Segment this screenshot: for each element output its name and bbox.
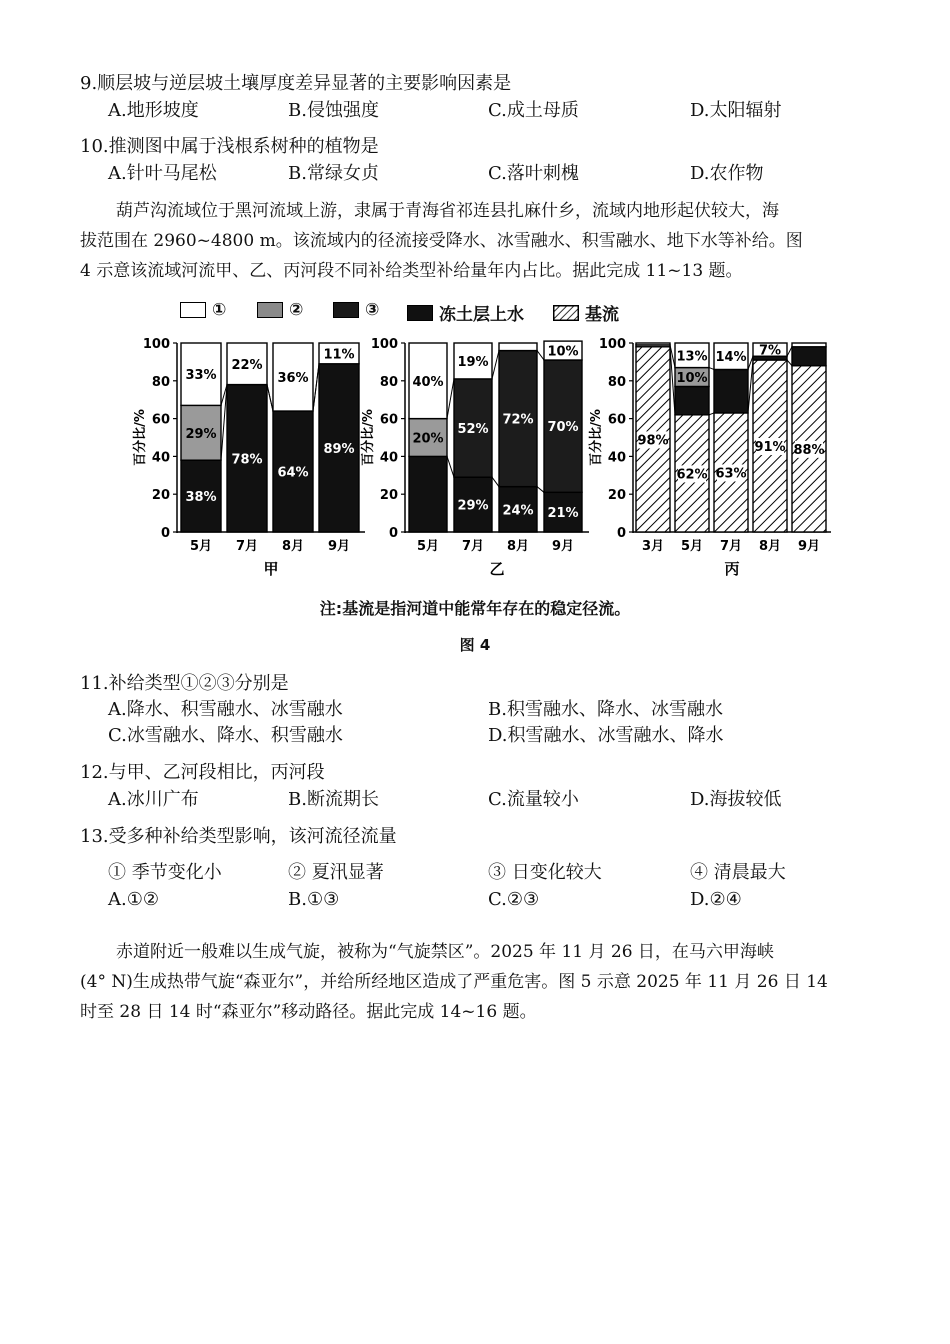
y-tick-label: 60 [607,412,626,428]
x-tick-label: 9月 [327,539,351,554]
question-10-stem: 10.推测图中属于浅根系树种的植物是 [80,136,379,157]
y-tick-label: 100 [370,337,398,352]
q11-option-b: B.积雪融水、降水、冰雪融水 [488,699,723,720]
data-label: 21% [547,506,579,522]
y-tick-label: 80 [379,374,398,390]
figure-note: 注:基流是指河道中能常年存在的稳定径流。 [319,599,631,618]
connector-line [447,456,454,477]
chart-title: 甲 [263,560,279,578]
q11-option-c: C.冰雪融水、降水、积雪融水 [108,725,343,746]
data-label: 11% [323,347,355,363]
x-tick-label: 7月 [719,539,743,554]
data-label: 70% [547,420,579,436]
connector-line [447,379,454,419]
y-axis-label: 百分比/% [133,409,148,466]
q13-item-1: ① 季节变化小 [108,862,222,883]
connector-line [787,347,792,356]
legend-swatch-white [180,302,206,318]
y-tick-label: 0 [160,526,170,541]
question-13-stem: 13.受多种补给类型影响，该河流径流量 [80,826,397,847]
data-label: 63% [715,466,747,482]
data-label: 19% [457,354,489,370]
data-label: 88% [793,442,825,458]
y-tick-label: 40 [607,450,626,466]
chart-title: 丙 [724,560,740,578]
y-tick-label: 80 [607,374,626,390]
q9-option-c: C.成土母质 [488,100,579,121]
x-tick-label: 7月 [461,539,485,554]
legend-label: ① [212,300,227,320]
passage-line: 4 示意该流域河流甲、乙、丙河段不同补给类型补给量年内占比。据此完成 11~13 题。 [80,261,743,281]
x-tick-label: 5月 [189,539,213,554]
y-tick-label: 40 [151,450,170,466]
data-label: 52% [457,422,489,438]
data-label: 20% [412,431,444,447]
connector-line [537,351,544,360]
legend-label: 基流 [585,305,619,325]
data-label: 89% [323,441,355,457]
x-tick-label: 7月 [235,539,259,554]
data-label: 29% [457,498,489,514]
figure-4-charts [0,325,950,585]
connector-line [709,413,714,415]
passage-11-13 [80,196,870,286]
y-tick-label: 20 [607,488,626,504]
q9-option-d: D.太阳辐射 [690,100,782,121]
x-tick-label: 5月 [680,539,704,554]
data-label: 13% [676,349,708,365]
x-tick-label: 5月 [416,539,440,554]
y-tick-label: 60 [379,412,398,428]
y-tick-label: 40 [379,450,398,466]
passage-line: 时至 28 日 14 时“森亚尔”移动路径。据此完成 14~16 题。 [80,1002,537,1022]
q9-option-b: B.侵蚀强度 [288,100,379,121]
bar-segment [792,343,826,347]
legend-swatch-hatch [553,305,579,321]
data-label: 98% [637,433,669,449]
data-label: 62% [676,467,708,483]
q13-option-a: A.①② [108,889,159,910]
q11-option-d: D.积雪融水、冰雪融水、降水 [488,725,724,746]
bar-segment [675,386,709,414]
q13-option-b: B.①③ [288,889,340,910]
legend-item-2 [257,300,303,320]
data-label: 10% [547,344,579,360]
legend-swatch-gray [257,302,283,318]
connector-line [492,351,499,379]
q12-option-b: B.断流期长 [288,789,379,810]
q10-option-d: D.农作物 [690,163,764,184]
bar-segment [636,343,670,345]
bar-segment [409,456,447,532]
y-tick-label: 80 [151,374,170,390]
bar-segment [499,343,537,351]
connector-line [709,368,714,370]
x-tick-label: 9月 [797,539,821,554]
question-11-stem: 11.补给类型①②③分别是 [80,673,289,694]
data-label: 78% [231,452,263,468]
q12-option-a: A.冰川广布 [108,789,199,810]
data-label: 38% [185,490,217,506]
question-12-stem: 12.与甲、乙河段相比，丙河段 [80,762,325,783]
y-tick-label: 100 [598,337,626,352]
bar-segment [714,369,748,412]
q13-item-4: ④ 清晨最大 [690,862,786,883]
figure-caption: 图 4 [459,636,491,654]
legend-label: ③ [365,300,380,320]
question-9-stem: 9.顺层坡与逆层坡土壤厚度差异显著的主要影响因素是 [80,73,512,94]
legend-item-1 [180,300,226,320]
data-label: 33% [185,368,217,384]
data-label: 22% [231,357,263,373]
x-tick-label: 8月 [506,539,530,554]
y-tick-label: 0 [616,526,626,541]
legend-swatch-solid [407,305,433,321]
chart-title: 乙 [489,560,505,578]
legend-item-permafrost [407,300,524,325]
passage-line: 拔范围在 2960~4800 m。该流域内的径流接受降水、冰雪融水、积雪融水、地下水等补给。图 [80,231,803,251]
connector-line [313,364,319,411]
y-tick-label: 20 [151,488,170,504]
legend-item-baseflow [553,300,619,325]
y-tick-label: 20 [379,488,398,504]
passage-line: (4° N)生成热带气旋“森亚尔”，并给所经地区造成了严重危害。图 5 示意 2025 年 11 月 26 日 14 [80,972,828,992]
connector-line [492,477,499,486]
q10-option-a: A.针叶马尾松 [108,163,217,184]
data-label: 24% [502,503,534,519]
passage-line: 赤道附近一般难以生成气旋，被称为“气旋禁区”。2025 年 11 月 26 日，在马六甲海峡 [116,942,774,962]
connector-line [537,487,544,493]
q13-option-d: D.②④ [690,889,742,910]
bar-segment [792,347,826,366]
connector-line [267,385,273,411]
q12-option-d: D.海拔较低 [690,789,782,810]
y-axis-label: 百分比/% [589,409,604,466]
q10-option-c: C.落叶刺槐 [488,163,579,184]
q13-item-3: ③ 日变化较大 [488,862,602,883]
x-tick-label: 9月 [551,539,575,554]
q10-option-b: B.常绿女贞 [288,163,379,184]
q12-option-c: C.流量较小 [488,789,579,810]
y-axis-label: 百分比/% [361,409,376,466]
data-label: 29% [185,426,217,442]
data-label: 14% [715,350,747,366]
x-tick-label: 3月 [641,539,665,554]
legend-label: ② [289,300,304,320]
legend-swatch-black [333,302,359,318]
data-label: 91% [754,440,786,456]
data-label: 10% [676,371,708,387]
connector-line [787,360,792,366]
passage-line: 葫芦沟流域位于黑河流域上游，隶属于青海省祁连县扎麻什乡，流域内地形起伏较大，海 [116,201,779,221]
data-label: 40% [412,374,444,390]
x-tick-label: 8月 [758,539,782,554]
data-label: 72% [502,412,534,428]
data-label: 64% [277,465,309,481]
passage-14-16 [80,937,870,1027]
legend-label: 冻土层上水 [439,305,524,325]
data-label: 36% [277,371,309,387]
x-tick-label: 8月 [281,539,305,554]
legend-item-3 [333,300,379,320]
y-tick-label: 0 [388,526,398,541]
y-tick-label: 100 [142,337,170,352]
q13-option-c: C.②③ [488,889,540,910]
q9-option-a: A.地形坡度 [108,100,199,121]
q13-item-2: ② 夏汛显著 [288,862,384,883]
q11-option-a: A.降水、积雪融水、冰雪融水 [108,699,343,720]
y-tick-label: 60 [151,412,170,428]
data-label: 7% [758,343,782,359]
